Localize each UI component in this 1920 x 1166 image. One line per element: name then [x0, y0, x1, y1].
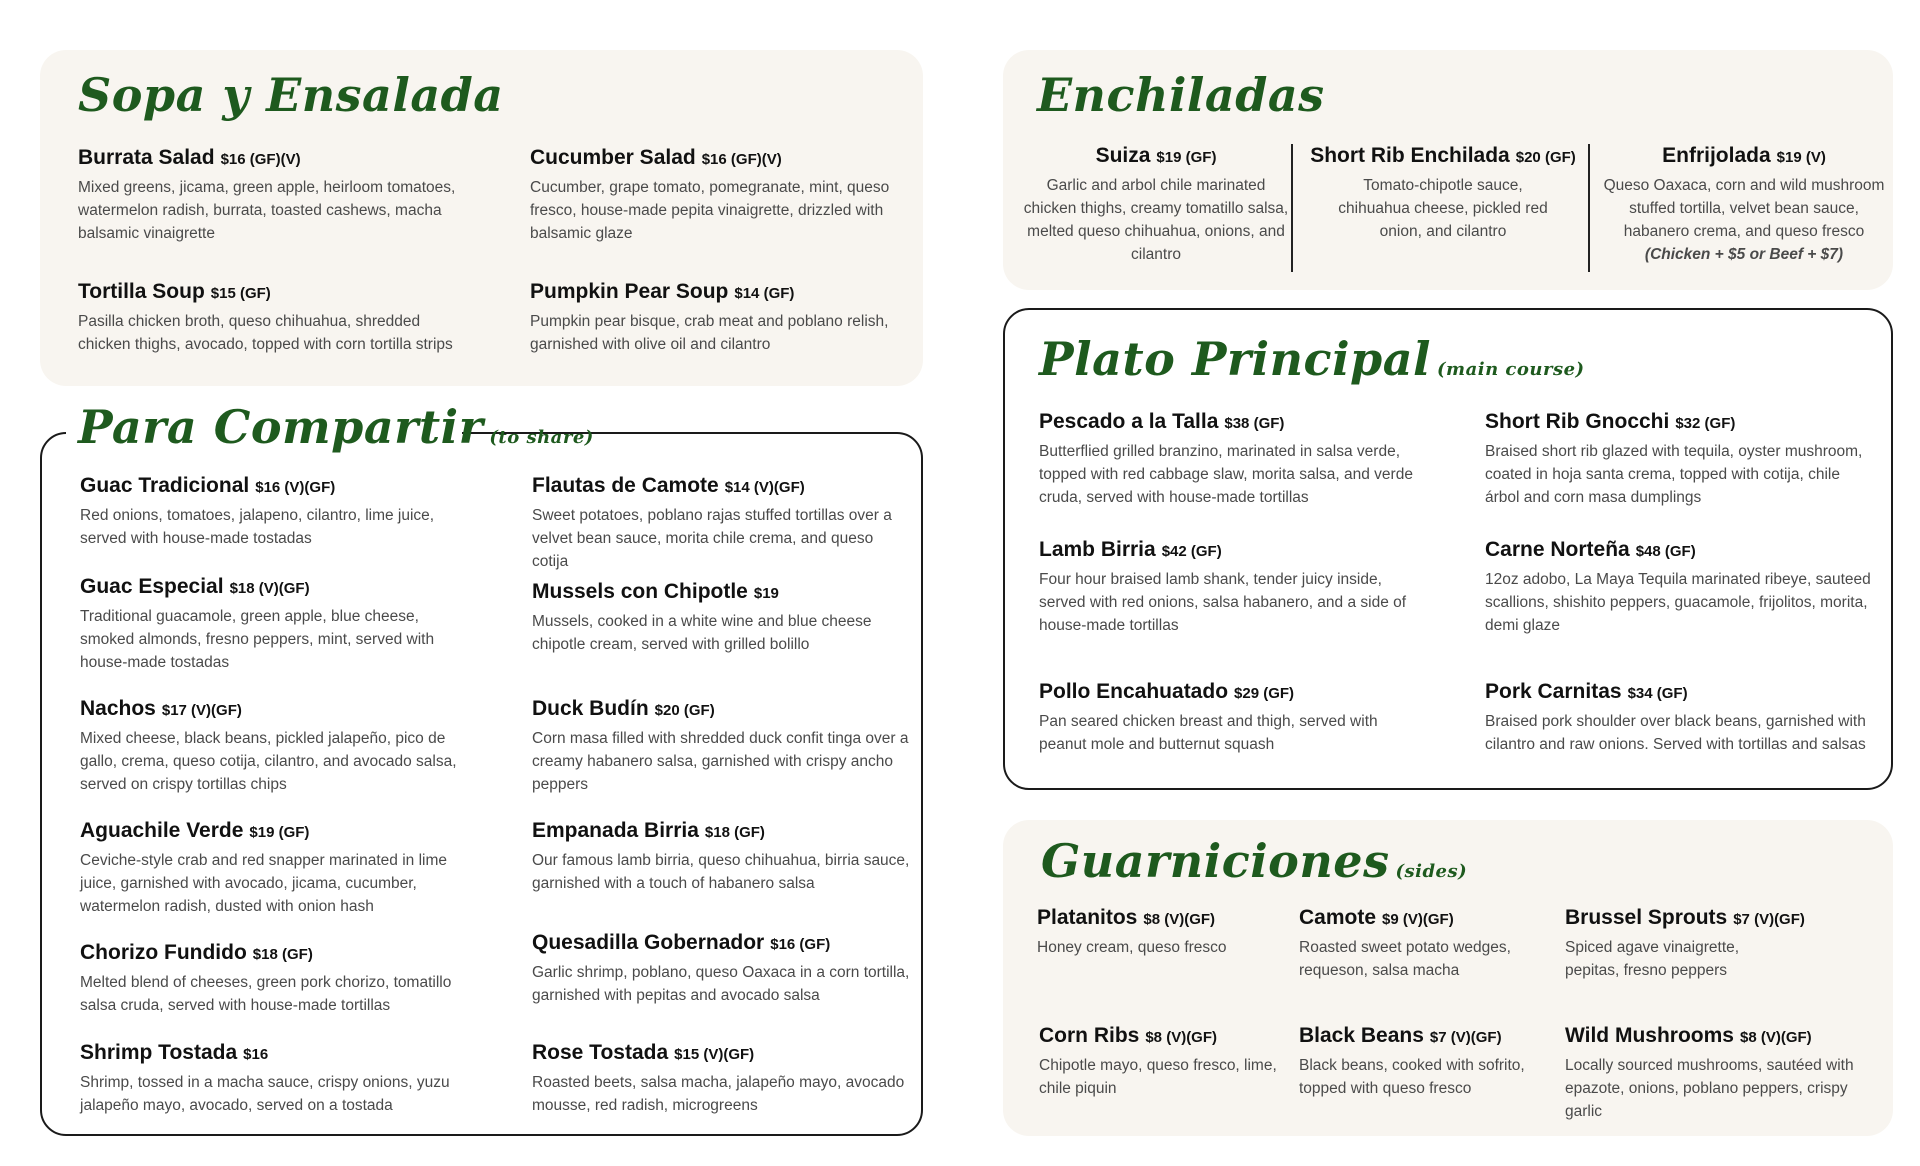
section-title-text: Guarniciones	[1041, 834, 1390, 888]
menu-item	[532, 819, 912, 895]
sopa-panel	[40, 50, 923, 386]
item-price: $7 (V)(GF)	[1429, 1029, 1502, 1046]
item-price: $19 (GF)	[249, 824, 310, 841]
menu-item	[532, 697, 912, 796]
item-name: Mussels con Chipotle	[532, 580, 748, 603]
item-name: Guac Tradicional	[80, 474, 250, 497]
menu-item	[80, 1041, 460, 1117]
menu-item	[1299, 906, 1539, 982]
guarniciones-panel	[1003, 820, 1893, 1136]
item-description: Honey cream, queso fresco	[1037, 939, 1227, 956]
column-divider	[1291, 144, 1293, 272]
item-name: Pork Carnitas	[1485, 680, 1622, 703]
item-name: Rose Tostada	[532, 1041, 669, 1064]
menu-item	[1485, 680, 1875, 756]
column-divider	[1588, 144, 1590, 272]
item-price: $19 (GF)	[1156, 149, 1217, 166]
item-name: Platanitos	[1037, 906, 1138, 929]
menu-item	[532, 931, 912, 1007]
item-price: $18 (GF)	[252, 946, 313, 963]
item-description: Garlic and arbol chile marinated chicken thighs, creamy tomatillo salsa, melted queso chihuahua, onions, and cilantro	[1023, 177, 1289, 263]
item-name: Short Rib Enchilada	[1310, 144, 1510, 167]
menu-item	[1485, 410, 1875, 509]
item-price: $16 (V)(GF)	[255, 479, 336, 496]
item-description: Mixed greens, jicama, green apple, heirloom tomatoes, watermelon radish, burrata, toasted cashews, macha balsamic vinaigrette	[78, 179, 456, 242]
menu-item	[532, 580, 912, 656]
item-price: $20 (GF)	[1515, 149, 1576, 166]
item-price: $19	[753, 585, 779, 602]
menu-item	[80, 575, 460, 674]
item-price: $16	[243, 1046, 269, 1063]
item-name: Chorizo Fundido	[80, 941, 247, 964]
item-description: Mixed cheese, black beans, pickled jalapeño, pico de gallo, crema, queso cotija, cilantro, and avocado salsa, served on crispy tortillas chips	[80, 730, 457, 793]
item-description: Pan seared chicken breast and thigh, served with peanut mole and butternut squash	[1039, 713, 1378, 753]
item-description: Tomato-chipotle sauce, chihuahua cheese, pickled red onion, and cilantro	[1338, 177, 1548, 240]
item-price: $16 (GF)(V)	[701, 151, 782, 168]
item-price: $14 (GF)	[734, 285, 795, 302]
item-name: Short Rib Gnocchi	[1485, 410, 1670, 433]
item-description: Braised pork shoulder over black beans, garnished with cilantro and raw onions. Served with tortillas and salsas	[1485, 713, 1866, 753]
item-description: Red onions, tomatoes, jalapeno, cilantro, lime juice, served with house-made tostadas	[80, 507, 435, 547]
item-description: Pasilla chicken broth, queso chihuahua, shredded chicken thighs, avocado, topped with corn tortilla strips	[78, 313, 453, 353]
item-description: Roasted beets, salsa macha, jalapeño mayo, avocado mousse, red radish, microgreens	[532, 1074, 905, 1114]
item-name: Aguachile Verde	[80, 819, 244, 842]
item-description: Ceviche-style crab and red snapper marinated in lime juice, garnished with avocado, jicama, cucumber, watermelon radish, dusted with onion hash	[80, 852, 448, 915]
item-description: Black beans, cooked with sofrito, topped with queso fresco	[1299, 1057, 1525, 1097]
menu-item	[80, 697, 460, 796]
item-description: Spiced agave vinaigrette, pepitas, fresno peppers	[1565, 939, 1740, 979]
section-title-text: Para Compartir	[78, 400, 484, 454]
item-name: Lamb Birria	[1039, 538, 1156, 561]
item-name: Camote	[1299, 906, 1377, 929]
item-name: Guac Especial	[80, 575, 224, 598]
menu-item	[1039, 410, 1419, 509]
item-description: Mussels, cooked in a white wine and blue cheese chipotle cream, served with grilled bolillo	[532, 613, 872, 653]
menu-item	[532, 474, 912, 573]
item-description: Pumpkin pear bisque, crab meat and poblano relish, garnished with olive oil and cilantro	[530, 313, 889, 353]
item-name: Cucumber Salad	[530, 146, 696, 169]
menu-item	[1485, 538, 1875, 637]
item-description: Traditional guacamole, green apple, blue cheese, smoked almonds, fresno peppers, mint, served with house-made tostadas	[80, 608, 435, 671]
item-price: $20 (GF)	[654, 702, 715, 719]
section-subtitle: (main course)	[1437, 359, 1585, 380]
section-title-text: Plato Principal	[1039, 332, 1431, 386]
item-price: $38 (GF)	[1224, 415, 1285, 432]
item-price: $19 (V)	[1776, 149, 1826, 166]
menu-item	[1039, 1024, 1279, 1100]
menu-item	[1023, 144, 1289, 266]
item-name: Shrimp Tostada	[80, 1041, 238, 1064]
principal-panel	[1003, 308, 1893, 790]
item-name: Pollo Encahuatado	[1039, 680, 1229, 703]
item-description: Melted blend of cheeses, green pork chorizo, tomatillo salsa cruda, served with house-made tortillas	[80, 974, 452, 1014]
item-price: $16 (GF)(V)	[220, 151, 301, 168]
menu-item	[1299, 1024, 1539, 1100]
menu-item	[1565, 1024, 1881, 1123]
item-price: $18 (V)(GF)	[229, 580, 310, 597]
item-name: Brussel Sprouts	[1565, 906, 1728, 929]
menu-item	[530, 146, 910, 245]
item-price: $8 (V)(GF)	[1143, 911, 1216, 928]
section-title-guarniciones	[1041, 834, 1467, 888]
item-price: $48 (GF)	[1635, 543, 1696, 560]
item-price: $8 (V)(GF)	[1145, 1029, 1218, 1046]
item-name: Carne Norteña	[1485, 538, 1630, 561]
item-description: Roasted sweet potato wedges, requeson, salsa macha	[1299, 939, 1511, 979]
menu-item	[1303, 144, 1583, 243]
item-price: $15 (GF)	[210, 285, 271, 302]
item-description: Locally sourced mushrooms, sautéed with epazote, onions, poblano peppers, crispy garlic	[1565, 1057, 1854, 1120]
menu-item	[80, 941, 460, 1017]
item-description: Butterflied grilled branzino, marinated in salsa verde, topped with red cabbage slaw, morita salsa, and verde cruda, served with house-made tortillas	[1039, 443, 1413, 506]
item-price: $9 (V)(GF)	[1382, 911, 1454, 928]
item-name: Suiza	[1095, 144, 1151, 167]
menu-item	[78, 280, 468, 356]
menu-item	[80, 474, 470, 550]
item-description: Braised short rib glazed with tequila, oyster mushroom, coated in hoja santa crema, topped with cotija, chile árbol and corn masa dumplings	[1485, 443, 1863, 506]
enchiladas-panel	[1003, 50, 1893, 290]
section-title-compartir	[78, 400, 594, 454]
item-name: Pumpkin Pear Soup	[530, 280, 729, 303]
menu-item	[78, 146, 458, 245]
item-name: Burrata Salad	[78, 146, 215, 169]
section-subtitle: (to share)	[489, 427, 594, 448]
item-addon-note: (Chicken + $5 or Beef + $7)	[1644, 246, 1844, 263]
item-price: $14 (V)(GF)	[724, 479, 805, 496]
item-description: Queso Oaxaca, corn and wild mushroom stuffed tortilla, velvet bean sauce, habanero crema, and queso fresco	[1603, 177, 1885, 240]
compartir-panel	[40, 432, 923, 1136]
section-subtitle: (sides)	[1395, 861, 1468, 882]
item-name: Flautas de Camote	[532, 474, 719, 497]
item-price: $18 (GF)	[704, 824, 765, 841]
menu-item	[1039, 538, 1419, 637]
item-name: Tortilla Soup	[78, 280, 205, 303]
item-description: Sweet potatoes, poblano rajas stuffed tortillas over a velvet bean sauce, morita chile crema, and queso cotija	[532, 507, 892, 570]
item-price: $8 (V)(GF)	[1739, 1029, 1812, 1046]
item-name: Corn Ribs	[1039, 1024, 1140, 1047]
item-name: Duck Budín	[532, 697, 649, 720]
item-description: Corn masa filled with shredded duck confit tinga over a creamy habanero salsa, garnished with crispy ancho peppers	[532, 730, 909, 793]
section-title-enchiladas: Enchiladas	[1037, 68, 1325, 122]
item-name: Nachos	[80, 697, 156, 720]
section-title-principal	[1039, 332, 1585, 386]
item-name: Enfrijolada	[1662, 144, 1771, 167]
item-price: $16 (GF)	[770, 936, 831, 953]
item-name: Black Beans	[1299, 1024, 1424, 1047]
menu-item	[80, 819, 460, 918]
item-name: Pescado a la Talla	[1039, 410, 1219, 433]
menu-item	[1037, 906, 1277, 959]
item-price: $34 (GF)	[1627, 685, 1688, 702]
item-price: $42 (GF)	[1161, 543, 1222, 560]
menu-item	[1599, 144, 1889, 266]
item-description: Our famous lamb birria, queso chihuahua, birria sauce, garnished with a touch of habanero salsa	[532, 852, 910, 892]
item-description: 12oz adobo, La Maya Tequila marinated ribeye, sauteed scallions, shishito peppers, guacamole, frijolitos, morita, demi glaze	[1485, 571, 1871, 634]
item-description: Four hour braised lamb shank, tender juicy inside, served with red onions, salsa habanero, and a side of house-made tortillas	[1039, 571, 1407, 634]
item-price: $29 (GF)	[1234, 685, 1295, 702]
item-price: $15 (V)(GF)	[674, 1046, 755, 1063]
item-name: Empanada Birria	[532, 819, 699, 842]
item-description: Chipotle mayo, queso fresco, lime, chile piquin	[1039, 1057, 1277, 1097]
item-description: Garlic shrimp, poblano, queso Oaxaca in a corn tortilla, garnished with pepitas and avocado salsa	[532, 964, 910, 1004]
item-price: $32 (GF)	[1675, 415, 1736, 432]
menu-item	[1565, 906, 1875, 982]
item-name: Wild Mushrooms	[1565, 1024, 1734, 1047]
item-description: Shrimp, tossed in a macha sauce, crispy onions, yuzu jalapeño mayo, avocado, served on a tostada	[80, 1074, 450, 1114]
menu-item	[532, 1041, 912, 1117]
item-description: Cucumber, grape tomato, pomegranate, mint, queso fresco, house-made pepita vinaigrette, drizzled with balsamic glaze	[530, 179, 890, 242]
menu-item	[530, 280, 910, 356]
section-title-sopa: Sopa y Ensalada	[78, 68, 504, 122]
item-price: $17 (V)(GF)	[161, 702, 242, 719]
item-price: $7 (V)(GF)	[1733, 911, 1805, 928]
item-name: Quesadilla Gobernador	[532, 931, 765, 954]
menu-item	[1039, 680, 1419, 756]
